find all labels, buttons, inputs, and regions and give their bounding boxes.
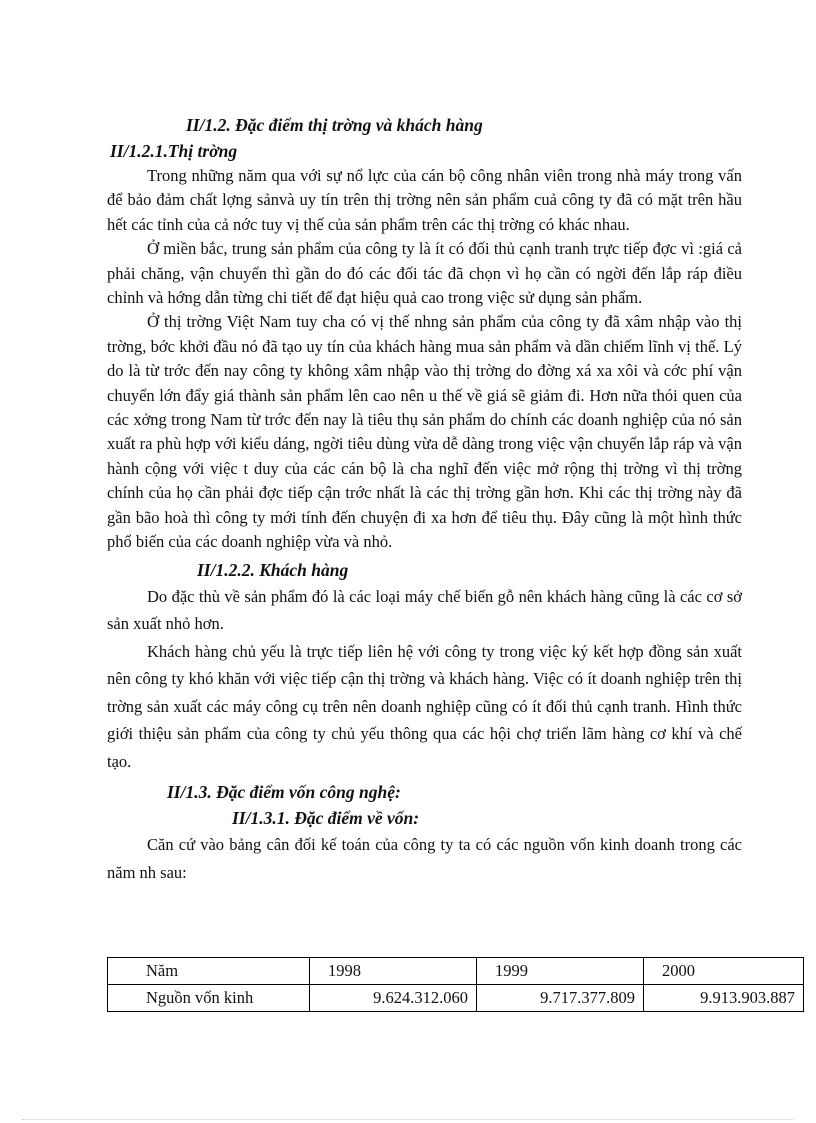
capital-table xyxy=(107,957,804,1012)
heading-market: II/1.2.1.Thị trờng xyxy=(110,141,238,161)
table-header-cell: 2000 xyxy=(644,958,804,985)
table-header-cell: 1999 xyxy=(477,958,644,985)
paragraph-customer-type: Do đặc thù về sản phẩm đó là các loại máy chế biến gỗ nên khách hàng cũng là các cơ sở sản xuất nhỏ hơn. xyxy=(107,586,742,633)
table-cell-value: 9.717.377.809 xyxy=(477,985,644,1012)
paragraph-capital-intro: Căn cứ vào bảng cân đối kế toán của công ty ta có các nguồn vốn kinh doanh trong các năm nh sau: xyxy=(107,835,742,882)
heading-capital: II/1.3.1. Đặc điểm về vốn: xyxy=(232,808,420,828)
table-header-row xyxy=(108,958,804,985)
table-cell-label: Nguồn vốn kinh xyxy=(108,985,310,1012)
heading-market-and-customers: II/1.2. Đặc điểm thị trờng và khách hàng xyxy=(186,115,483,135)
table-row xyxy=(108,985,804,1012)
heading-capital-technology: II/1.3. Đặc điểm vốn công nghệ: xyxy=(167,782,401,802)
table-cell-value: 9.913.903.887 xyxy=(644,985,804,1012)
table-header-cell: 1998 xyxy=(310,958,477,985)
document-body xyxy=(107,112,742,886)
paragraph-north-central: Ở miền bắc, trung sản phẩm của công ty là ít có đối thủ cạnh tranh trực tiếp đợc vì :giá cả phải chăng, vận chuyển thì gần do đó các đối tác đã chọn vì họ cần có ngời đến lắp ráp điều chỉnh và hớng dẫn từng chi tiết để đạt hiệu quả cao trong việc sử dụng sản phẩm. xyxy=(107,239,742,308)
page-bottom-divider xyxy=(22,1119,794,1120)
paragraph-south-market: Ở thị trờng Việt Nam tuy cha có vị thế nhng sản phẩm của công ty đã xâm nhập vào thị trờng, bớc khởi đầu nó đã tạo uy tín của khách hàng mua sản phẩm và dần chiếm lĩnh vị thế. Lý do là từ trớc đến nay công ty không xâm nhập vào thị trờng do đờng xá xa xôi và cớc phí vận chuyển lớn đẩy giá thành sản phẩm lên cao nên u thế về giá sẽ giảm đi. Hơn nữa thói quen của các xởng trong Nam từ trớc đến nay là tiêu thụ sản phẩm do chính các doanh nghiệp của nó sản xuất ra phù hợp với kiểu dáng, ngời tiêu dùng vừa dễ dàng trong việc vận chuyển lắp ráp và vận hành cộng với việc t duy của các cán bộ là cha nghĩ đến việc mở rộng thị trờng vì thị trờng chính của họ cần phải đợc tiếp cận trớc nhất là các thị trờng gần hơn. Khi các thị trờng này đã gần bão hoà thì công ty mới tính đến chuyện đi xa hơn để tiêu thụ. Đây cũng là một hình thức phổ biến của các doanh nghiệp vừa và nhỏ. xyxy=(107,312,742,552)
paragraph-market-overview: Trong những năm qua với sự nổ lực của cán bộ công nhân viên trong nhà máy trong vấn để bảo đảm chất lợng sảnvà uy tín trên thị trờng nên sản phẩm cuả công ty đã có mặt trên hầu hết các tỉnh của cả nớc tuy vị thế của sản phẩm trên các thị trờng có khác nhau. xyxy=(107,166,742,234)
table-cell-value: 9.624.312.060 xyxy=(310,985,477,1012)
table-header-cell: Năm xyxy=(108,958,310,985)
paragraph-customer-contact: Khách hàng chủ yếu là trực tiếp liên hệ với công ty trong việc ký kết hợp đồng sản xuất nên công ty khó khăn với việc tiếp cận thị trờng và khách hàng. Việc có ít doanh nghiệp trên thị trờng sản xuất các máy công cụ trên nên doanh nghiệp cũng có ít đối thủ cạnh tranh. Hình thức giới thiệu sản phẩm của công ty chủ yếu thông qua các hội chợ triển lãm hàng cơ khí và chế tạo. xyxy=(107,641,742,771)
heading-customers: II/1.2.2. Khách hàng xyxy=(197,559,349,580)
